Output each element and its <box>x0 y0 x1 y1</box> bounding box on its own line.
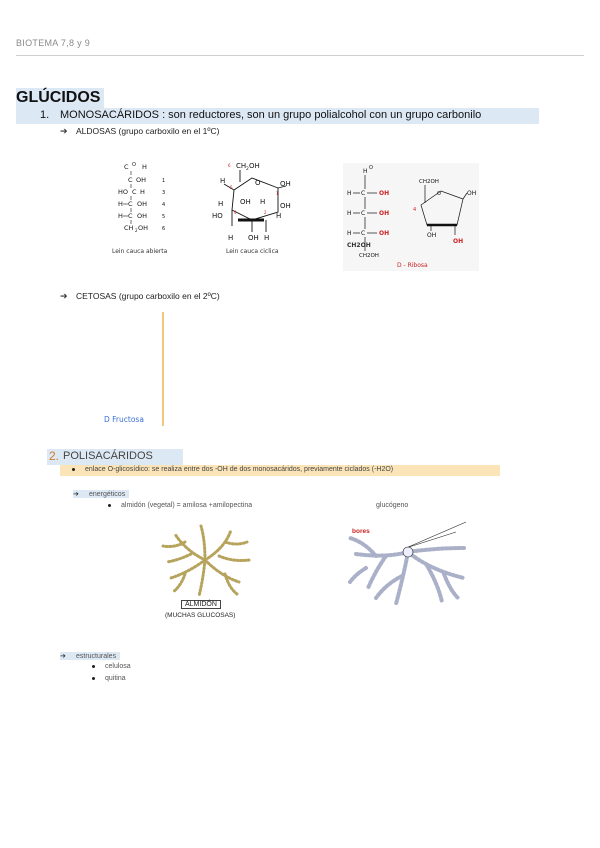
svg-text:OH: OH <box>280 180 291 188</box>
svg-text:OH: OH <box>280 202 291 210</box>
arrow-icon: ➔ <box>60 291 68 301</box>
svg-text:HO: HO <box>212 212 223 220</box>
arrow-icon: ➔ <box>73 491 79 498</box>
svg-text:C: C <box>361 210 366 217</box>
svg-text:H: H <box>260 198 266 206</box>
open-chain-caption: Lein cauca abierta <box>112 248 168 255</box>
heading-text: POLISACÁRIDOS <box>63 450 153 462</box>
enlace-item <box>72 466 393 473</box>
svg-text:C: C <box>128 176 133 184</box>
svg-text:O: O <box>437 191 441 197</box>
ribose-diagram <box>343 163 479 271</box>
svg-text:C: C <box>124 163 129 171</box>
glucogeno-label: glucógeno <box>376 502 409 509</box>
svg-text:2: 2 <box>246 167 249 172</box>
heading-text: MONOSACÁRIDOS : son reductores, son un grupo polialcohol con un grupo carbonilo <box>60 109 482 121</box>
fructose-caption: D Fructosa <box>104 415 144 424</box>
svg-text:H: H <box>142 163 147 171</box>
svg-text:H: H <box>118 212 123 220</box>
polisacaridos-heading <box>47 449 183 465</box>
almidon-label: ALMIDÓN <box>181 600 221 609</box>
almidon-text: almidón (vegetal) = amilosa +amilopectina <box>121 502 253 509</box>
svg-text:H: H <box>347 210 352 217</box>
svg-text:OH: OH <box>137 200 148 208</box>
svg-text:OH: OH <box>138 224 149 232</box>
svg-text:6: 6 <box>162 226 166 232</box>
svg-text:4: 4 <box>413 207 417 213</box>
monosacaridos-heading <box>16 108 539 124</box>
estructurales-label: estructurales <box>76 653 117 660</box>
svg-text:O: O <box>255 179 261 187</box>
enlace-text: enlace O-glicosídico: se realiza entre dos -OH de dos monosacáridos, previamente ciclados (-H2O) <box>85 466 394 473</box>
estructurales-item <box>60 652 120 660</box>
svg-text:6: 6 <box>228 163 231 168</box>
svg-text:C: C <box>132 188 137 196</box>
cetosas-label: CETOSAS (grupo carboxilo en el 2ºC) <box>76 291 220 301</box>
header-divider <box>16 55 584 56</box>
svg-text:1: 1 <box>162 178 166 184</box>
svg-text:CH2OH: CH2OH <box>419 179 439 185</box>
bullet-icon <box>72 468 75 471</box>
svg-text:OH: OH <box>379 190 390 197</box>
svg-text:OH: OH <box>248 234 259 242</box>
svg-text:4: 4 <box>162 202 166 208</box>
list-item <box>92 675 126 682</box>
aldosas-label: ALDOSAS (grupo carboxilo en el 1ºC) <box>76 126 220 136</box>
almidon-diagram <box>155 520 255 600</box>
svg-text:3: 3 <box>162 190 166 196</box>
list-item-label: quitina <box>105 675 126 682</box>
svg-text:C: C <box>128 200 133 208</box>
svg-text:H: H <box>228 234 234 242</box>
document-header: BIOTEMA 7,8 y 9 <box>16 38 91 48</box>
cetosas-item <box>60 291 220 302</box>
bullet-icon <box>92 665 95 668</box>
svg-text:OH: OH <box>379 210 390 217</box>
ribose-figure <box>343 163 479 271</box>
bullet-icon <box>92 677 95 680</box>
aldosas-item <box>60 126 219 137</box>
almidon-sublabel: (MUCHAS GLUCOSAS) <box>165 612 236 619</box>
svg-text:OH: OH <box>453 238 464 245</box>
svg-text:H: H <box>363 168 368 175</box>
cyclic-caption: Lein cauca ciclica <box>226 248 279 255</box>
svg-text:1: 1 <box>276 191 279 196</box>
svg-text:O: O <box>132 162 136 168</box>
bores-label: bores <box>352 528 370 535</box>
svg-text:H: H <box>276 212 282 220</box>
svg-text:OH: OH <box>137 212 148 220</box>
svg-text:HO: HO <box>118 188 129 196</box>
arrow-icon: ➔ <box>60 653 66 660</box>
svg-text:D - Ribosa: D - Ribosa <box>397 262 428 269</box>
bullet-icon <box>108 504 111 507</box>
svg-text:OH: OH <box>427 232 437 239</box>
svg-text:5: 5 <box>162 214 166 220</box>
svg-text:H: H <box>264 234 270 242</box>
svg-text:CH2OH: CH2OH <box>359 253 379 259</box>
svg-text:4: 4 <box>234 210 237 215</box>
svg-text:OH: OH <box>240 198 251 206</box>
fructose-figure <box>96 312 164 426</box>
section-title: GLÚCIDOS <box>16 88 104 108</box>
svg-text:C: C <box>361 230 366 237</box>
arrow-icon: ➔ <box>60 126 68 136</box>
svg-text:2: 2 <box>264 210 267 215</box>
svg-text:H: H <box>140 188 145 196</box>
svg-text:H: H <box>218 200 224 208</box>
ribose-cho-label: CH2OH <box>347 242 371 249</box>
svg-text:OH: OH <box>379 230 390 237</box>
svg-text:H: H <box>118 200 123 208</box>
svg-text:CH: CH <box>236 162 247 170</box>
svg-text:O: O <box>369 165 373 171</box>
svg-text:H: H <box>220 177 226 185</box>
glucogeno-figure <box>346 518 470 610</box>
cyclic-figure <box>208 158 298 258</box>
svg-text:OH: OH <box>136 176 147 184</box>
open-chain-diagram <box>110 160 180 260</box>
heading-number: 1. <box>40 109 50 121</box>
svg-text:H: H <box>347 190 352 197</box>
svg-text:C: C <box>361 190 366 197</box>
almidon-figure <box>155 520 255 624</box>
energeticos-label: energéticos <box>89 491 126 498</box>
list-item <box>92 663 131 670</box>
svg-text:OH: OH <box>249 162 260 170</box>
svg-text:5: 5 <box>230 185 233 190</box>
svg-text:H: H <box>347 230 352 237</box>
cyclic-diagram <box>208 158 298 250</box>
svg-text:OH: OH <box>467 190 477 197</box>
svg-text:2: 2 <box>135 228 138 233</box>
energeticos-item <box>73 490 129 498</box>
svg-text:C: C <box>128 212 133 220</box>
svg-text:CH: CH <box>124 224 134 232</box>
list-item-label: celulosa <box>105 663 131 670</box>
open-chain-figure <box>110 160 180 260</box>
almidon-item <box>108 502 252 509</box>
heading-number: 2. <box>49 449 60 463</box>
